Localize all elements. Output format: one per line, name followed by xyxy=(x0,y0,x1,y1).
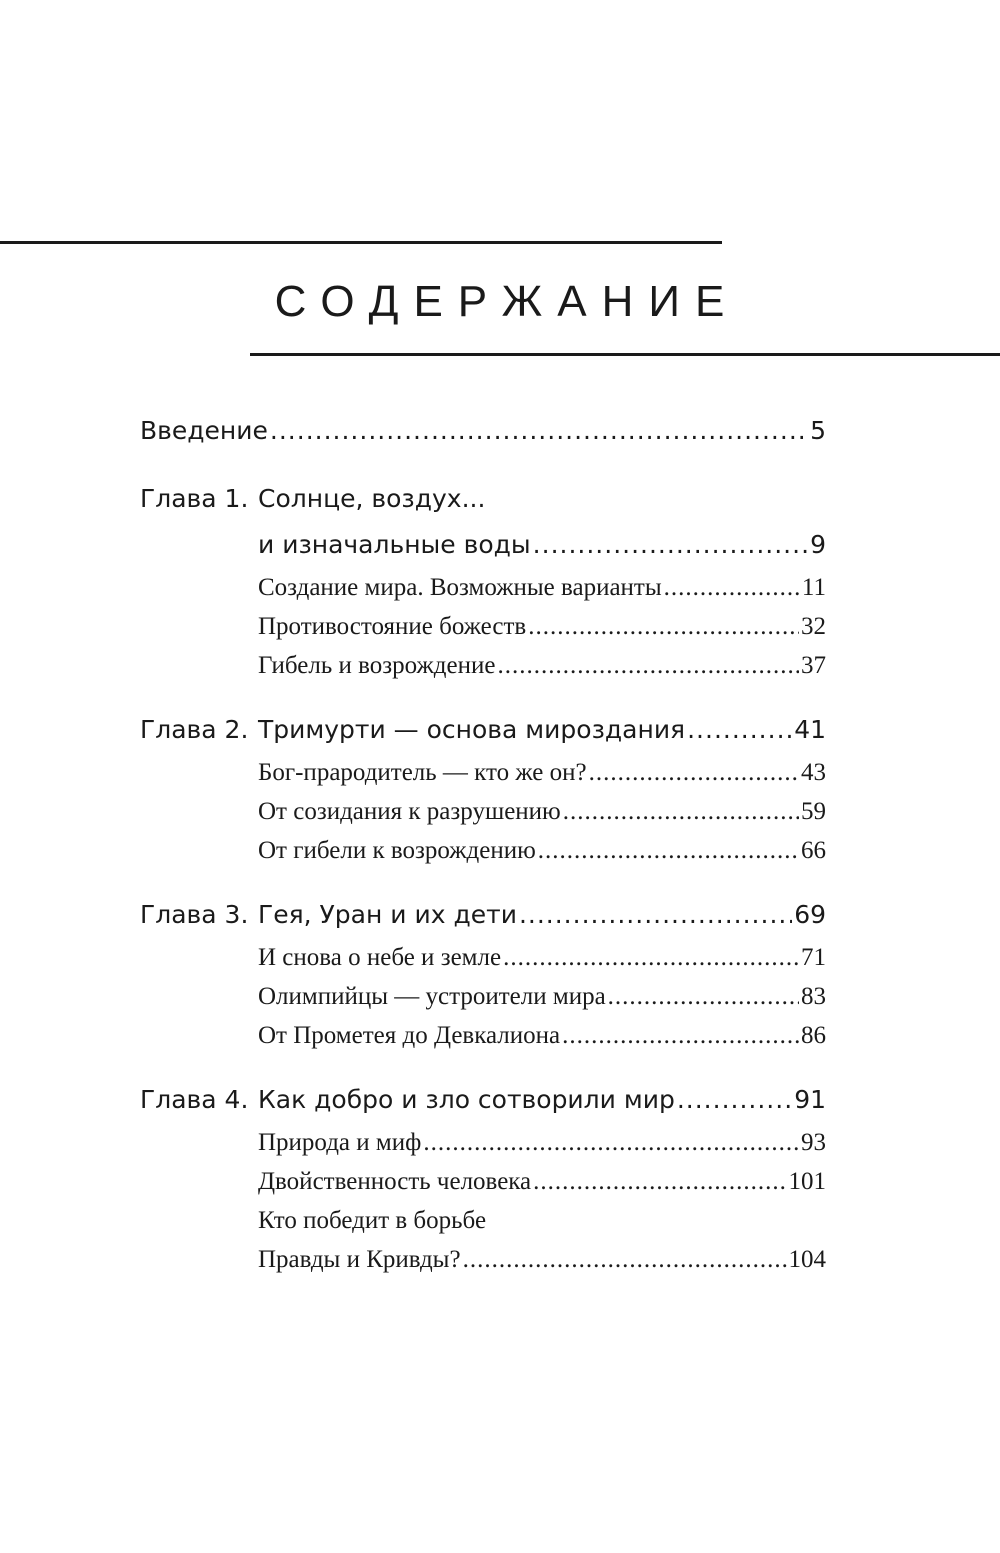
toc-section[interactable] xyxy=(140,568,826,607)
toc-section[interactable] xyxy=(140,792,826,831)
chapter-title: Гея, Уран и их дети xyxy=(258,900,517,929)
toc-section[interactable] xyxy=(140,938,826,977)
bottom-rule xyxy=(250,353,1000,356)
toc-entry-label: Введение xyxy=(140,416,268,445)
dot-leader xyxy=(538,831,799,870)
toc-chapter-2-block xyxy=(140,707,826,870)
toc-section-label: Двойственность человека xyxy=(258,1168,532,1195)
toc-section[interactable] xyxy=(140,1016,826,1055)
toc-chapter-2-heading[interactable] xyxy=(140,707,826,753)
toc-section[interactable] xyxy=(140,1123,826,1162)
chapter-title: Как добро и зло сотворили мир xyxy=(258,1085,675,1114)
toc-chapter-3-block xyxy=(140,892,826,1055)
toc-chapter-1-heading-line2[interactable] xyxy=(140,522,826,568)
toc-page-number: 101 xyxy=(788,1168,826,1195)
toc-page-number: 5 xyxy=(810,416,826,445)
toc-intro-block xyxy=(140,408,826,454)
chapter-prefix: Глава 1. xyxy=(140,484,249,513)
toc-page-number: 86 xyxy=(801,1022,826,1049)
toc-chapter-4-heading[interactable] xyxy=(140,1077,826,1123)
toc-section-label: Правды и Кривды? xyxy=(258,1246,461,1273)
chapter-title-line2: и изначальные воды xyxy=(258,530,531,559)
toc-section-label: Бог-прародитель — кто же он? xyxy=(258,759,587,786)
toc-section[interactable] xyxy=(140,607,826,646)
toc-section-label: Олимпийцы — устроители мира xyxy=(258,983,606,1010)
chapter-prefix: Глава 3. xyxy=(140,900,249,929)
toc-page-number: 9 xyxy=(810,530,826,559)
toc-section-label: Гибель и возрождение xyxy=(258,652,496,679)
dot-leader xyxy=(533,1162,786,1201)
dot-leader xyxy=(503,938,799,977)
dot-leader xyxy=(562,1016,799,1055)
toc-page-number: 104 xyxy=(788,1246,826,1273)
toc-page-number: 93 xyxy=(801,1129,826,1156)
dot-leader xyxy=(608,977,799,1016)
toc-page-number: 83 xyxy=(801,983,826,1010)
toc-entry-intro[interactable] xyxy=(140,408,826,454)
toc-section[interactable] xyxy=(140,831,826,870)
toc-page-number: 43 xyxy=(801,759,826,786)
toc-section-label: От созидания к разрушению xyxy=(258,798,561,825)
toc-section-label: От гибели к возрождению xyxy=(258,837,536,864)
toc-page-number: 37 xyxy=(801,652,826,679)
toc-page-number: 69 xyxy=(794,900,826,929)
toc-section[interactable] xyxy=(140,646,826,685)
chapter-prefix: Глава 4. xyxy=(140,1085,249,1114)
toc-page-number: 11 xyxy=(801,574,826,601)
toc-section-label: Создание мира. Возможные варианты xyxy=(258,574,662,601)
dot-leader xyxy=(519,892,792,938)
dot-leader xyxy=(664,568,800,607)
toc-page-number: 32 xyxy=(801,613,826,640)
toc-section-label: И снова о небе и земле xyxy=(258,944,502,971)
toc-page-number: 91 xyxy=(794,1085,826,1114)
toc-section-line1[interactable]: Кто победит в борьбе xyxy=(258,1207,487,1234)
dot-leader xyxy=(687,707,792,753)
dot-leader xyxy=(497,646,799,685)
top-rule xyxy=(0,241,722,244)
toc-chapter-3-heading[interactable] xyxy=(140,892,826,938)
toc-section[interactable] xyxy=(140,977,826,1016)
toc-section[interactable] xyxy=(140,1240,826,1279)
dot-leader xyxy=(270,408,808,454)
page-title: СОДЕРЖАНИЕ xyxy=(274,277,740,326)
chapter-title-line1: Солнце, воздух... xyxy=(258,484,486,513)
chapter-heading-label xyxy=(140,892,517,938)
chapter-title: Тримурти — основа мироздания xyxy=(258,715,686,744)
toc-page-number: 59 xyxy=(801,798,826,825)
dot-leader xyxy=(533,522,808,568)
toc-section-label: Природа и миф xyxy=(258,1129,422,1156)
chapter-prefix: Глава 2. xyxy=(140,715,249,744)
table-of-contents xyxy=(140,408,826,1279)
toc-section[interactable] xyxy=(140,753,826,792)
toc-page-number: 41 xyxy=(794,715,826,744)
dot-leader xyxy=(528,607,799,646)
toc-section-label: Противостояние божеств xyxy=(258,613,527,640)
dot-leader xyxy=(423,1123,799,1162)
dot-leader xyxy=(589,753,799,792)
chapter-heading-label xyxy=(140,707,685,753)
toc-section[interactable] xyxy=(140,1162,826,1201)
chapter-heading-label xyxy=(140,1077,675,1123)
toc-chapter-1-heading[interactable] xyxy=(140,476,826,522)
toc-chapter-4-block xyxy=(140,1077,826,1279)
dot-leader xyxy=(463,1240,787,1279)
toc-page-number: 71 xyxy=(801,944,826,971)
toc-page-number: 66 xyxy=(801,837,826,864)
dot-leader xyxy=(677,1077,792,1123)
toc-chapter-1-block xyxy=(140,476,826,685)
toc-section-label: От Прометея до Девкалиона xyxy=(258,1022,561,1049)
dot-leader xyxy=(563,792,799,831)
